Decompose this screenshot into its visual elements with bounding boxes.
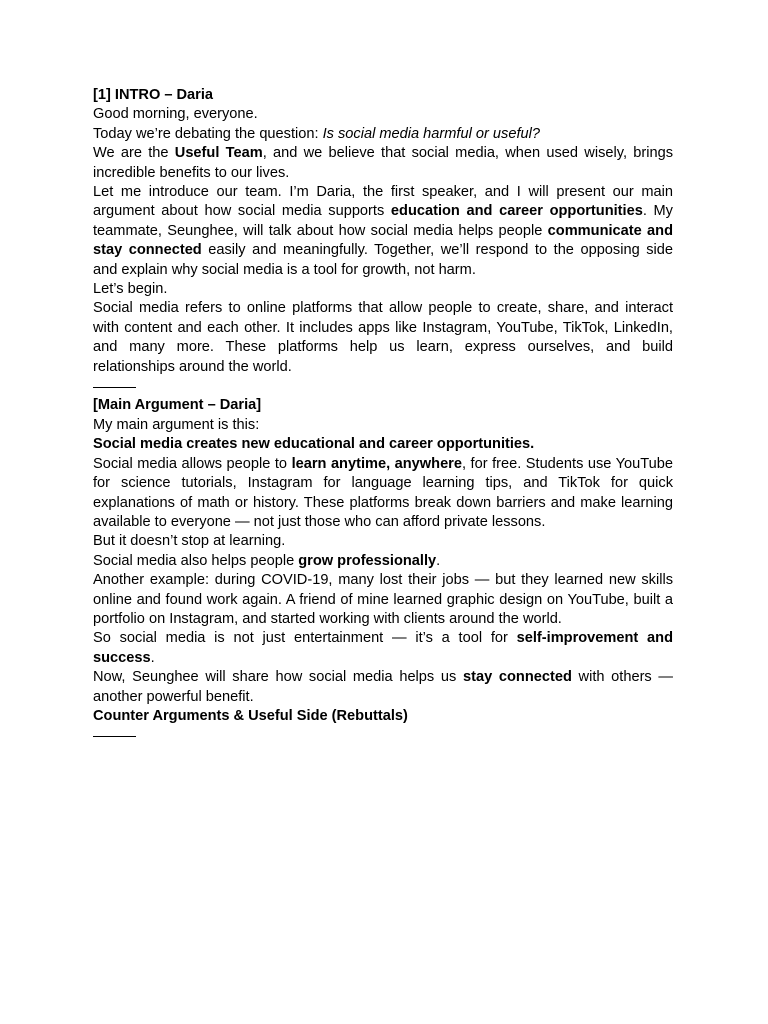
- counter-arguments-heading: Counter Arguments & Useful Side (Rebuttals): [93, 707, 408, 724]
- lets-begin: Let’s begin.: [93, 281, 168, 298]
- section-divider: [93, 377, 673, 396]
- covid-paragraph: Another example: during COVID-19, many lost their jobs — but they learned new skills online and found work again. A friend of mine learned graphic design on YouTube, built a portfolio on Instagram, and started working with clients around the world.: [93, 572, 673, 627]
- definition-paragraph: Social media refers to online platforms that allow people to create, share, and interact with content and each other. It includes apps like Instagram, YouTube, TikTok, LinkedIn, and many more. These platforms help us learn, express ourselves, and build relationships around the world.: [93, 300, 673, 375]
- section-divider-bottom: [93, 726, 673, 745]
- main-claim: Social media creates new educational and career opportunities.: [93, 436, 535, 453]
- main-argument-heading: [Main Argument – Daria]: [93, 397, 262, 414]
- not-stop-line: But it doesn’t stop at learning.: [93, 533, 286, 550]
- team-paragraph: We are the Useful Team, and we believe that social media, when used wisely, brings incredible benefits to our lives.: [93, 145, 674, 181]
- introduce-team-paragraph: Let me introduce our team. I’m Daria, the first speaker, and I will present our main argument about how social media supports education and career opportunities. My teammate, Seunghee, will talk about how social media helps people communicate and stay connected easily and meaningfully. Together, we’ll respond to the opposing side and explain why social media is a tool for growth, not harm.: [93, 184, 674, 278]
- transition-paragraph: Now, Seunghee will share how social media helps us stay connected with others — another powerful benefit.: [93, 669, 673, 705]
- self-improvement-paragraph: So social media is not just entertainment — it’s a tool for self-improvement and success.: [93, 630, 673, 666]
- learning-paragraph: Social media allows people to learn anytime, anywhere, for free. Students use YouTube for science tutorials, Instagram for language learning tips, and TikTok for quick explanations of math or history. These platforms break down barriers and make learning available to everyone — not just those who can afford private lessons.: [93, 455, 673, 530]
- intro-heading: [1] INTRO – Daria: [93, 87, 214, 103]
- debate-question-italic: Is social media harmful or useful?: [322, 125, 540, 142]
- grow-professionally-line: Social media also helps people grow professionally.: [93, 552, 441, 569]
- greeting: Good morning, everyone.: [93, 106, 258, 123]
- main-argument-intro: My main argument is this:: [93, 416, 260, 433]
- debate-question: Today we’re debating the question: Is social media harmful or useful?: [93, 125, 540, 142]
- document-body: [93, 86, 673, 746]
